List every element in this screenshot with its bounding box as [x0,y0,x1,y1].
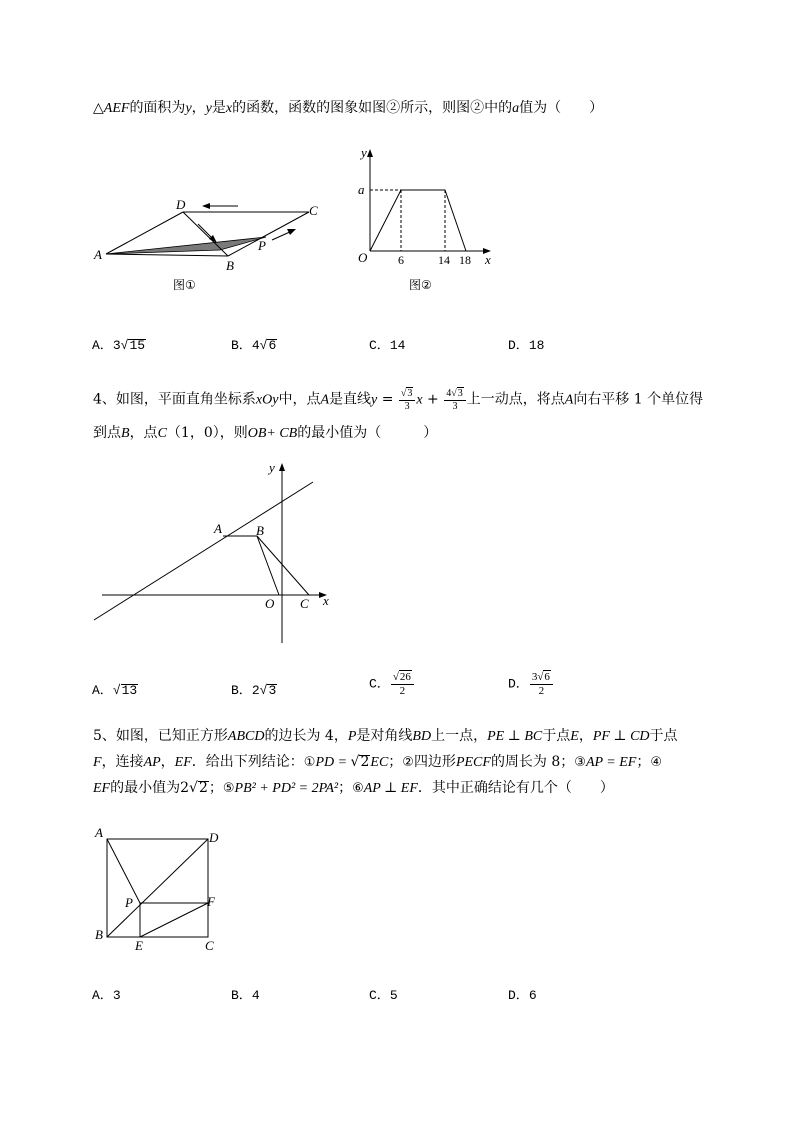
q3-figure-2 [350,140,510,300]
q5-option-c[interactable]: C．5 [369,988,398,1003]
label-d: D [176,197,186,212]
shaded-triangle [106,237,266,254]
fraction-2: $\frac{4√3}{3}$ [444,387,466,412]
segment-bo [257,536,279,595]
label-a: A [95,825,103,840]
label-y: y [361,145,367,160]
label-a: A [94,247,102,262]
segment-ap [107,839,140,903]
label-a: A [214,521,222,536]
q4-option-b[interactable]: B．2√3 [231,683,277,698]
label-b: B [256,523,264,538]
q3-option-d[interactable]: D．18 [508,338,545,353]
q4-option-c[interactable]: C． $\frac{√26}{2}$ [369,670,415,698]
q5-option-a[interactable]: A．3 [92,988,121,1003]
label-o: O [265,596,275,611]
q3-figure-1 [90,190,330,300]
edge-ab [106,254,228,256]
q3-option-c[interactable]: C．14 [369,338,406,353]
caption-fig1: 图① [173,278,196,292]
label-o: O [358,250,368,265]
q5-option-b[interactable]: B．4 [231,988,260,1003]
y-axis-arrow [367,149,373,157]
q4-stem-line2: 到点B，点C（1，0），则OB+ CB的最小值为（ ） [93,425,438,441]
tick-6: 6 [398,253,404,267]
q4-option-d[interactable]: D． $\frac{3√6}{2}$ [508,670,554,698]
label-c: C [205,938,214,953]
label-p: P [258,238,266,253]
q3-option-b[interactable]: B．4√6 [231,338,277,353]
label-a: a [358,182,365,197]
q4-stem-line1: 4、如图，平面直角坐标系xOy中，点A是直线y = $\frac{√3}{3}$ x + $\frac{4√3}{3}$ 上一动点，将点A向右平移 1 个单位得 [93,388,704,412]
y-axis-arrow [279,463,285,471]
q4-option-a[interactable]: A．√13 [92,683,138,698]
q5-option-d[interactable]: D．6 [508,988,537,1003]
label-y: y [269,460,275,475]
fraction-1: $\frac{√3}{3}$ [399,387,416,412]
q5-stem-line2: F，连接AP，EF．给出下列结论：①PD = √2EC；②四边形PECF的周长为 8；③AP = EF；④ [93,754,663,770]
function-graph [370,190,466,251]
q4-figure [90,455,340,650]
label-c: C [309,203,318,218]
arrow-up-right-head [287,229,296,235]
label-p: P [125,895,133,910]
segment-ef [140,903,208,937]
diagonal-bd [107,839,208,937]
tick-18: 18 [459,253,471,267]
label-b: B [95,927,103,942]
label-x: x [485,252,491,267]
label-c: C [300,596,309,611]
q5-stem-line1: 5、如图，已知正方形ABCD的边长为 4，P是对角线BD上一点，PE ⊥ BC于点E，PF ⊥ CD于点 [93,728,678,744]
tick-14: 14 [438,253,450,267]
label-e: E [135,938,143,953]
edge-cb [228,212,309,256]
line-l [94,482,313,620]
q3-stem: △AEF的面积为y，y是x的函数，函数的图象如图②所示，则图②中的a值为（ ） [93,100,604,116]
q5-stem-line3: EF的最小值为2√2；⑤PB² + PD² = 2PA²；⑥AP ⊥ EF．其中正确结论有几个（ ） [93,780,614,796]
q3-option-a[interactable]: A．3√15 [92,338,146,353]
segment-bc [257,536,309,595]
label-x: x [323,593,329,608]
arrow-left-head [202,203,210,209]
label-d: D [209,830,219,845]
label-f: F [207,894,215,909]
caption-fig2: 图② [409,278,432,292]
label-b: B [226,258,234,273]
q5-figure [90,822,230,957]
